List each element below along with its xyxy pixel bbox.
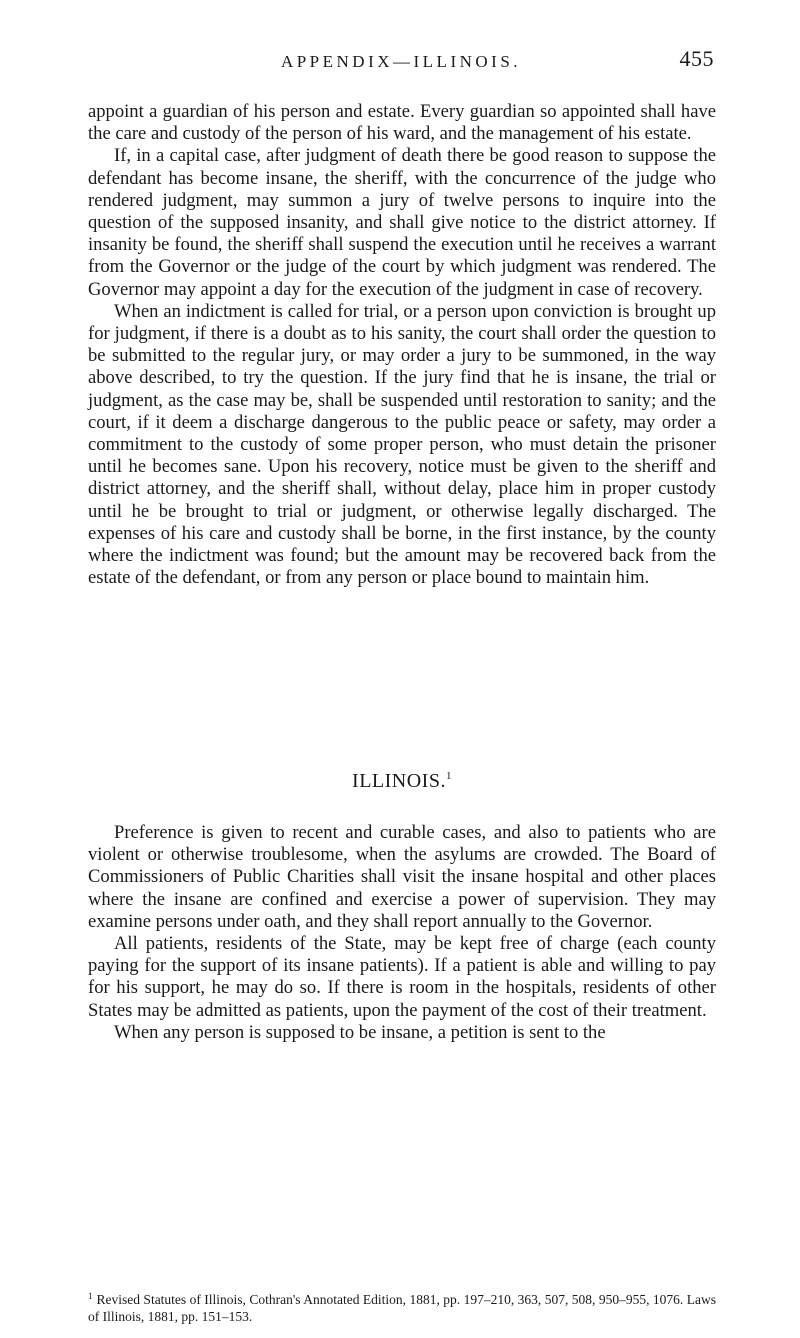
section-heading-text: ILLINOIS. (352, 770, 446, 792)
paragraph: All patients, residents of the State, may be kept free of charge (each county paying for the support of its insane patients). If a patient is able and willing to pay for his support, he may do so. If there is room in the hospitals, residents of other States may be admitted as patients, upon the payment of the cost of their treatment. (88, 933, 716, 1021)
paragraph: Preference is given to recent and curable cases, and also to patients who are violent or otherwise troublesome, when the asylums are crowded. The Board of Commissioners of Public Charities shall visit the insane hospital and other places where the insane are confined and exercise a power of supervision. They may examine persons under oath, and they shall report annually to the Governor. (88, 822, 716, 932)
paragraph: When an indictment is called for trial, or a person upon conviction is brought up for judgment, if there is a doubt as to his sanity, the court shall order the question to be submitted to the regular jury, or may order a jury to be summoned, in the way above described, to try the question. If the jury find that he is insane, the trial or judgment, as the case may be, shall be suspended until restoration to sanity; and the court, if it deem a discharge dangerous to the public peace or safety, may order a commitment to the custody of some proper person, who must detain the prisoner until he becomes sane. Upon his recovery, notice must be given to the sheriff and district attorney, and the sheriff shall, without delay, place him in proper custody until he be brought to trial or judgment, or otherwise legally discharged. The expenses of his care and custody shall be borne, in the first instance, by the county where the indictment was found; but the amount may be recovered back from the estate of the defendant, or from any person or place bound to maintain him. (88, 300, 716, 589)
section-heading (88, 770, 716, 793)
paragraph: appoint a guardian of his person and estate. Every guardian so appointed shall have the care and custody of the person of his ward, and the management of his estate. (88, 101, 716, 145)
page-number: 455 (679, 46, 714, 71)
page-header (88, 46, 714, 76)
footnote-reference: 1 (445, 770, 452, 782)
footnote (88, 1288, 716, 1325)
running-head: APPENDIX—ILLINOIS. (280, 52, 522, 71)
body-text-top (88, 101, 716, 589)
footnote-text: Revised Statutes of Illinois, Cothran's Annotated Edition, 1881, pp. 197–210, 363, 507, 508, 950–955, 1076. Laws of Illinois, 1881, pp. 151–153. (88, 1292, 716, 1324)
body-text-bottom (88, 822, 716, 1044)
paragraph: When any person is supposed to be insane, a petition is sent to the (114, 1021, 606, 1043)
footnote-mark: 1 (88, 1291, 93, 1301)
paragraph: If, in a capital case, after judgment of death there be good reason to suppose the defendant has become insane, the sheriff, with the concurrence of the judge who rendered judgment, may summon a jury of twelve persons to inquire into the question of the supposed insanity, and shall give notice to the district attorney. If insanity be found, the sheriff shall suspend the execution until he receives a warrant from the Governor or the judge of the court by which judgment was rendered. The Governor may appoint a day for the execution of the judgment in case of recovery. (88, 145, 716, 300)
